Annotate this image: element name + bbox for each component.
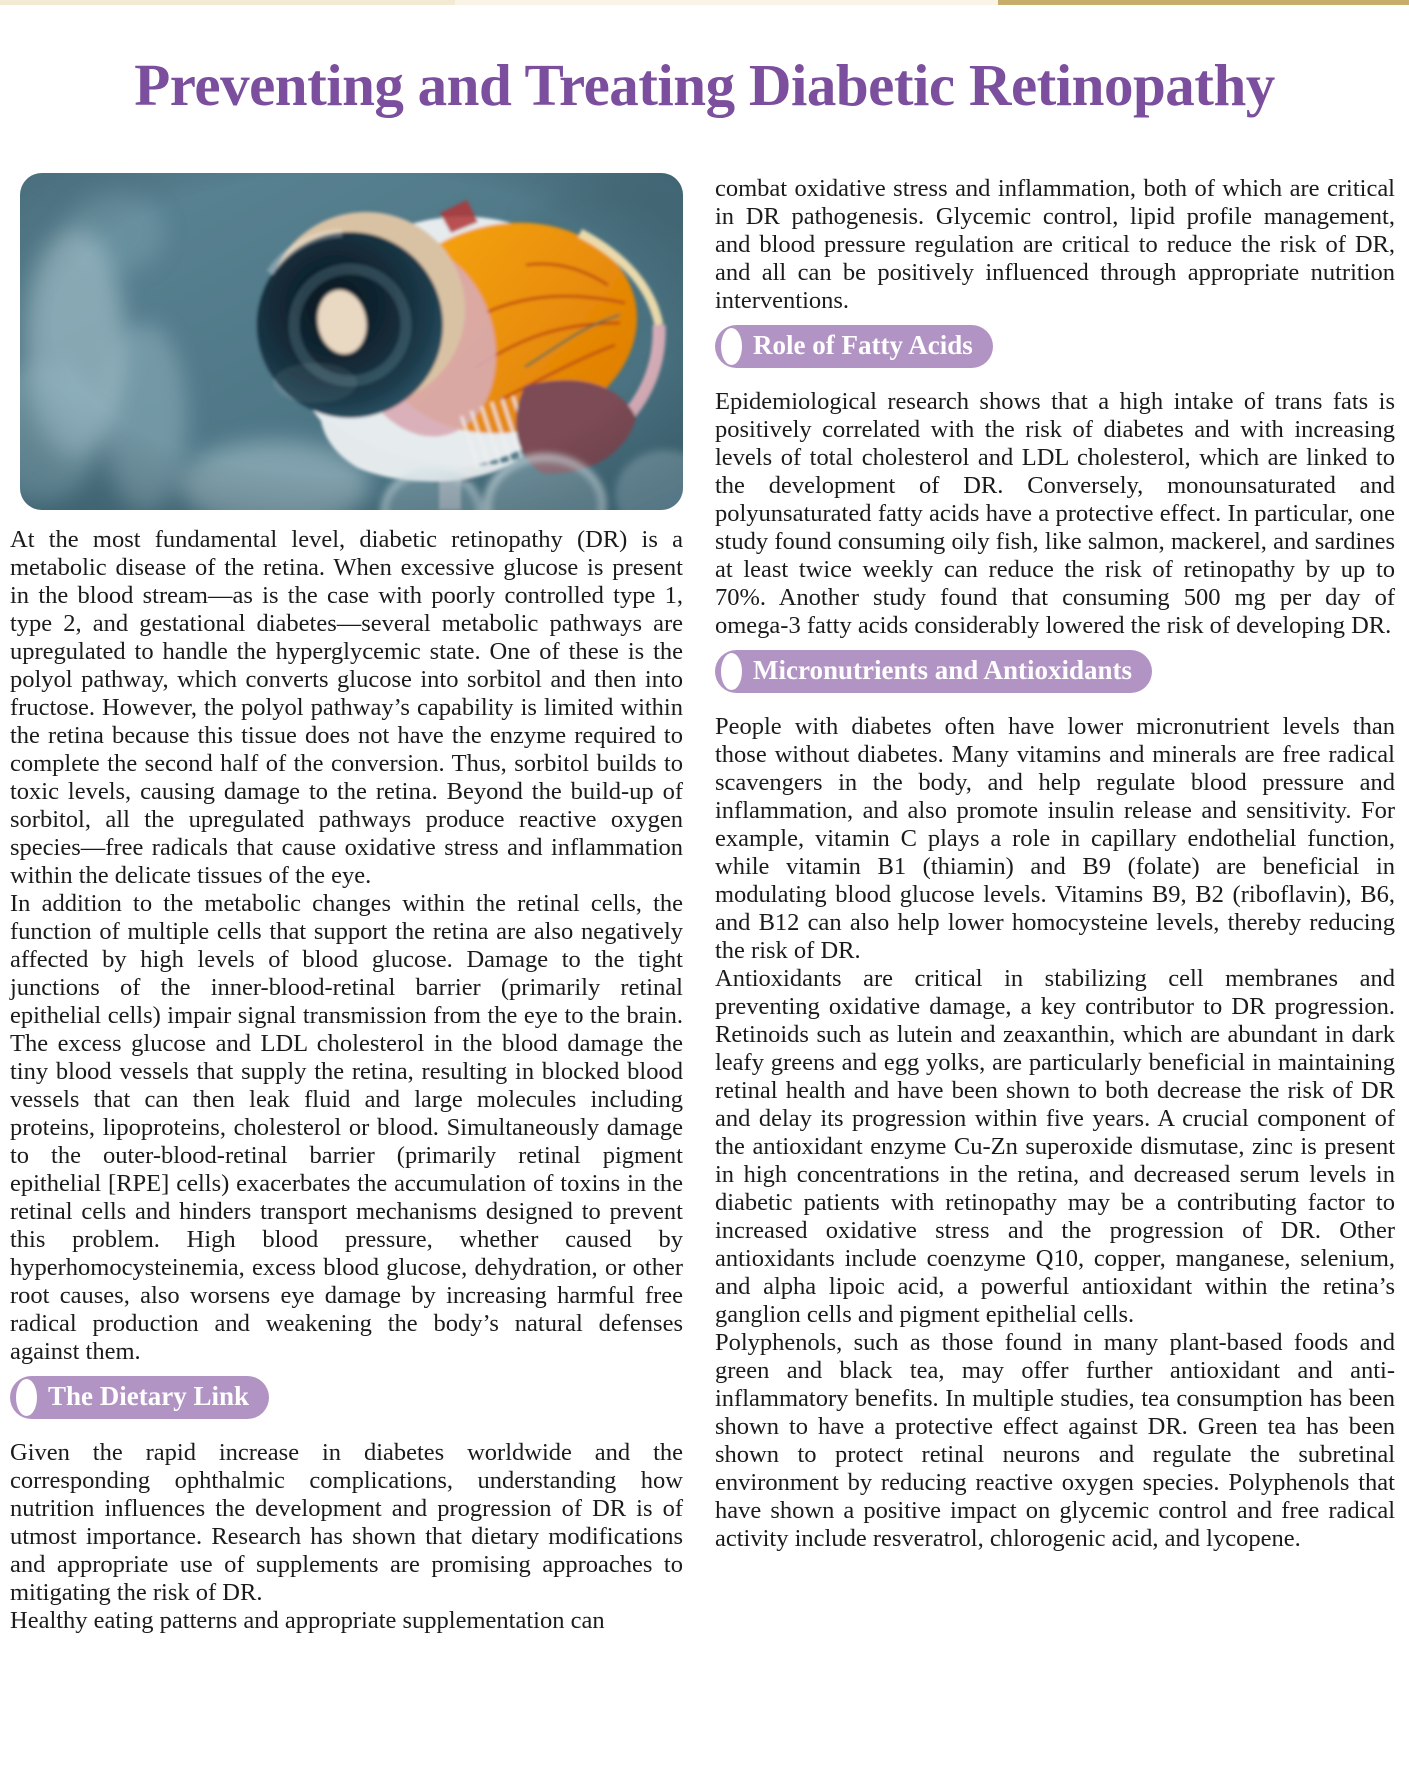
paragraph: In addition to the metabolic changes within the retinal cells, the function of multiple cells that support the retina are also negatively affected by high levels of blood glucose. Damage to the tight junctions of the inner-blood-retinal barrier (primarily retinal epithelial cells) impair signal transmission from the eye to the brain. The excess glucose and LDL cholesterol in the blood damage the tiny blood vessels that supply the retina, resulting in blocked blood vessels that can then leak fluid and large molecules including proteins, lipoproteins, cholesterol or blood. Simultaneously damage to the outer-blood-retinal barrier (primarily retinal pigment epithelial [RPE] cells) exacerbates the accumulation of toxins in the retinal cells and hinders transport mechanisms designed to prevent this problem. High blood pressure, whether caused by hyperhomocysteinemia, excess blood glucose, dehydration, or other root causes, also worsens eye damage by increasing harmful free radical production and weakening the body’s natural defenses against them. (10, 889, 683, 1365)
section-header-label: The Dietary Link (48, 1380, 250, 1411)
article-columns (0, 121, 1409, 1635)
paragraph: People with diabetes often have lower micronutrient levels than those without diabetes. Many vitamins and minerals are free radical scavengers in the body, and help regulate blood pressure and inflammation, and also promote insulin release and sensitivity. For example, vitamin C plays a role in capillary endothelial function, while vitamin B1 (thiamin) and B9 (folate) are beneficial in modulating blood glucose levels. Vitamins B9, B2 (riboflavin), B6, and B12 can also help lower homocysteine levels, thereby reducing the risk of DR. (715, 712, 1395, 964)
paragraph: combat oxidative stress and inflammation, both of which are critical in DR pathogenesis. Glycemic control, lipid profile management, and blood pressure regulation are critical to reduce the risk of DR, and all can be positively influenced through appropriate nutrition interventions. (715, 174, 1395, 314)
paragraph: Antioxidants are critical in stabilizing cell membranes and preventing oxidative damage, a key contributor to DR progression. Retinoids such as lutein and zeaxanthin, which are abundant in dark leafy greens and egg yolks, are particularly beneficial in maintaining retinal health and have been shown to both decrease the risk of DR and delay its progression within five years. A crucial component of the antioxidant enzyme Cu-Zn superoxide dismutase, zinc is present in high concentrations in the retina, and decreased serum levels in diabetic patients with retinopathy may be a contributing factor to increased oxidative stress and the progression of DR. Other antioxidants include coenzyme Q10, copper, manganese, selenium, and alpha lipoic acid, a powerful antioxidant within the retina’s ganglion cells and pigment epithelial cells. (715, 964, 1395, 1328)
page-title: Preventing and Treating Diabetic Retinopathy (134, 52, 1275, 118)
top-accent-bar (0, 0, 1409, 5)
section-header-fatty-acids (715, 325, 993, 368)
right-column (715, 173, 1395, 1553)
paragraph: Epidemiological research shows that a high intake of trans fats is positively correlated with the risk of diabetes and with increasing levels of total cholesterol and LDL cholesterol, which are linked to the development of DR. Conversely, monounsaturated and polyunsaturated fatty acids have a protective effect. In particular, one study found consuming oily fish, like salmon, mackerel, and sardines at least twice weekly can reduce the risk of retinopathy by up to 70%. Another study found that consuming 500 mg per day of omega-3 fatty acids considerably lowered the risk of developing DR. (715, 387, 1395, 639)
top-bar-segment (0, 0, 455, 5)
section-header-label: Role of Fatty Acids (753, 329, 973, 360)
section-header-label: Micronutrients and Antioxidants (753, 654, 1133, 685)
section-header-micronutrients (715, 650, 1152, 693)
left-column (10, 173, 683, 1635)
top-bar-segment (455, 0, 998, 5)
pill-oval-icon (16, 1379, 37, 1416)
eye-anatomy-model-photo (20, 173, 683, 510)
eye-model-illustration (20, 173, 683, 510)
section-header-dietary-link (10, 1376, 269, 1419)
pill-oval-icon (721, 653, 742, 690)
paragraph: At the most fundamental level, diabetic retinopathy (DR) is a metabolic disease of the retina. When excessive glucose is present in the blood stream—as is the case with poorly controlled type 1, type 2, and gestational diabetes—several metabolic pathways are upregulated to handle the hyperglycemic state. One of these is the polyol pathway, which converts glucose into sorbitol and then into fructose. However, the polyol pathway’s capability is limited within the retina because this tissue does not have the enzyme required to complete the second half of the conversion. Thus, sorbitol builds to toxic levels, causing damage to the retina. Beyond the build-up of sorbitol, all the upregulated pathways produce reactive oxygen species—free radicals that cause oxidative stress and inflammation within the delicate tissues of the eye. (10, 525, 683, 889)
pill-oval-icon (721, 328, 742, 365)
paragraph: Healthy eating patterns and appropriate supplementation can (10, 1606, 605, 1634)
paragraph: Polyphenols, such as those found in many plant-based foods and green and black tea, may offer further antioxidant and anti-inflammatory benefits. In multiple studies, tea consumption has been shown to have a protective effect against DR. Green tea has been shown to protect retinal neurons and regulate the subretinal environment by reducing reactive oxygen species. Polyphenols that have shown a positive impact on glycemic control and free radical activity include resveratrol, chlorogenic acid, and lycopene. (715, 1328, 1395, 1552)
top-bar-segment (998, 0, 1409, 5)
paragraph: Given the rapid increase in diabetes worldwide and the corresponding ophthalmic complications, understanding how nutrition influences the development and progression of DR is of utmost importance. Research has shown that dietary modifications and appropriate use of supplements are promising approaches to mitigating the risk of DR. (10, 1438, 683, 1606)
